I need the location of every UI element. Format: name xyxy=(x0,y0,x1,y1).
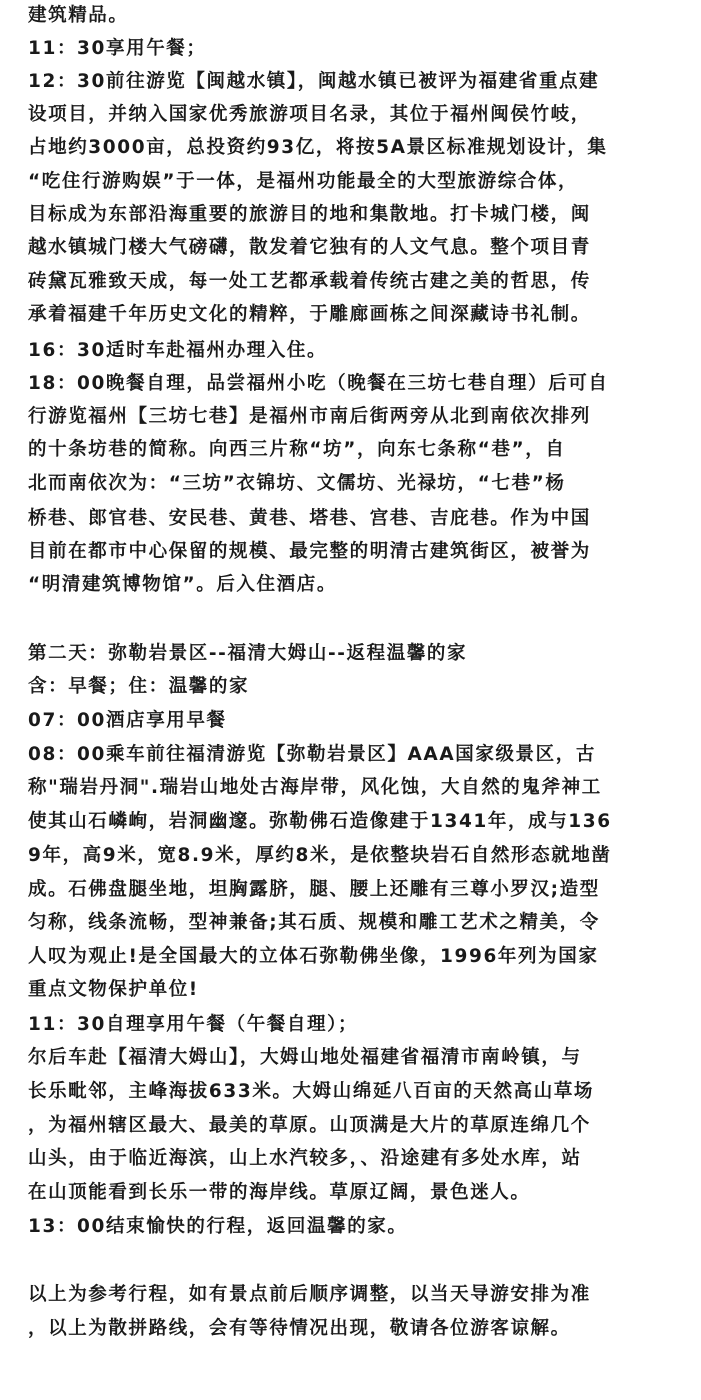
text-line: 桥巷、郎官巷、安民巷、黄巷、塔巷、宫巷、吉庇巷。作为中国 xyxy=(28,508,591,529)
text-line: 承着福建千年历史文化的精粹，于雕廊画栋之间深藏诗书礼制。 xyxy=(28,304,591,325)
text-line: 12：30前往游览【闽越水镇】，闽越水镇已被评为福建省重点建 xyxy=(28,71,600,92)
text-line: 重点文物保护单位! xyxy=(28,979,199,1000)
text-line: “吃住行游购娱”于一体，是福州功能最全的大型旅游综合体， xyxy=(28,171,579,192)
text-line: 设项目，并纳入国家优秀旅游项目名录，其位于福州闽侯竹岐， xyxy=(28,104,591,125)
text-line: 07：00酒店享用早餐 xyxy=(28,710,227,731)
notice-line: 以上为参考行程，如有景点前后顺序调整，以当天导游安排为准 xyxy=(28,1284,591,1305)
text-line: 建筑精品。 xyxy=(28,5,129,26)
text-line: 砖黛瓦雅致天成，每一处工艺都承载着传统古建之美的哲思，传 xyxy=(28,271,591,292)
text-line: ，为福州辖区最大、最美的草原。山顶满是大片的草原连绵几个 xyxy=(28,1115,591,1136)
text-line: 长乐毗邻，主峰海拔633米。大姆山绵延八百亩的天然高山草场 xyxy=(28,1081,595,1102)
text-line: “明清建筑博物馆”。后入住酒店。 xyxy=(28,574,337,595)
text-line: 11：30享用午餐； xyxy=(28,38,207,59)
text-line: 使其山石嶙峋，岩洞幽邃。弥勒佛石造像建于1341年，成与136 xyxy=(28,811,612,832)
text-line: 含：早餐；住：温馨的家 xyxy=(28,676,250,697)
text-line: 9年，高9米，宽8.9米，厚约8米，是依整块岩石自然形态就地凿 xyxy=(28,845,612,866)
notice-line: ，以上为散拼路线，会有等待情况出现，敬请各位游客谅解。 xyxy=(28,1318,571,1339)
text-line: 11：30自理享用午餐（午餐自理）； xyxy=(28,1014,359,1035)
text-line: 称"瑞岩丹洞".瑞岩山地处古海岸带，风化蚀，大自然的鬼斧神工 xyxy=(28,777,602,798)
text-line: 08：00乘车前往福清游览【弥勒岩景区】AAA国家级景区，古 xyxy=(28,744,596,765)
text-line: 越水镇城门楼大气磅礴，散发着它独有的人文气息。整个项目青 xyxy=(28,237,591,258)
text-line: 13：00结束愉快的行程，返回温馨的家。 xyxy=(28,1216,408,1237)
text-line: 在山顶能看到长乐一带的海岸线。草原辽阔，景色迷人。 xyxy=(28,1182,531,1203)
text-line: 目前在都市中心保留的规模、最完整的明清古建筑街区，被誉为 xyxy=(28,541,591,562)
text-line: 北而南依次为：“三坊”衣锦坊、文儒坊、光禄坊，“七巷”杨 xyxy=(28,473,566,494)
text-line: 占地约3000亩，总投资约93亿，将按5A景区标准规划设计，集 xyxy=(28,137,608,158)
text-line: 18：00晚餐自理，品尝福州小吃（晚餐在三坊七巷自理）后可自 xyxy=(28,373,609,394)
text-line: 匀称，线条流畅，型神兼备;其石质、规模和雕工艺术之精美，令 xyxy=(28,912,600,933)
text-line: 16：30适时车赴福州办理入住。 xyxy=(28,340,328,361)
text-line: 行游览福州【三坊七巷】是福州市南后街两旁从北到南依次排列 xyxy=(28,406,591,427)
text-line: 尔后车赴【福清大姆山】，大姆山地处福建省福清市南岭镇，与 xyxy=(28,1047,582,1068)
text-line: 的十条坊巷的简称。向西三片称“坊”，向东七条称“巷”，自 xyxy=(28,439,566,460)
day-two-heading: 第二天：弥勒岩景区--福清大姆山--返程温馨的家 xyxy=(28,643,468,664)
text-line: 成。石佛盘腿坐地，坦胸露脐，腿、腰上还雕有三尊小罗汉;造型 xyxy=(28,879,600,900)
text-line: 人叹为观止!是全国最大的立体石弥勒佛坐像，1996年列为国家 xyxy=(28,946,599,967)
text-line: 山头，由于临近海滨，山上水汽较多，、沿途建有多处水库，站 xyxy=(28,1148,582,1169)
text-line: 目标成为东部沿海重要的旅游目的地和集散地。打卡城门楼，闽 xyxy=(28,204,591,225)
